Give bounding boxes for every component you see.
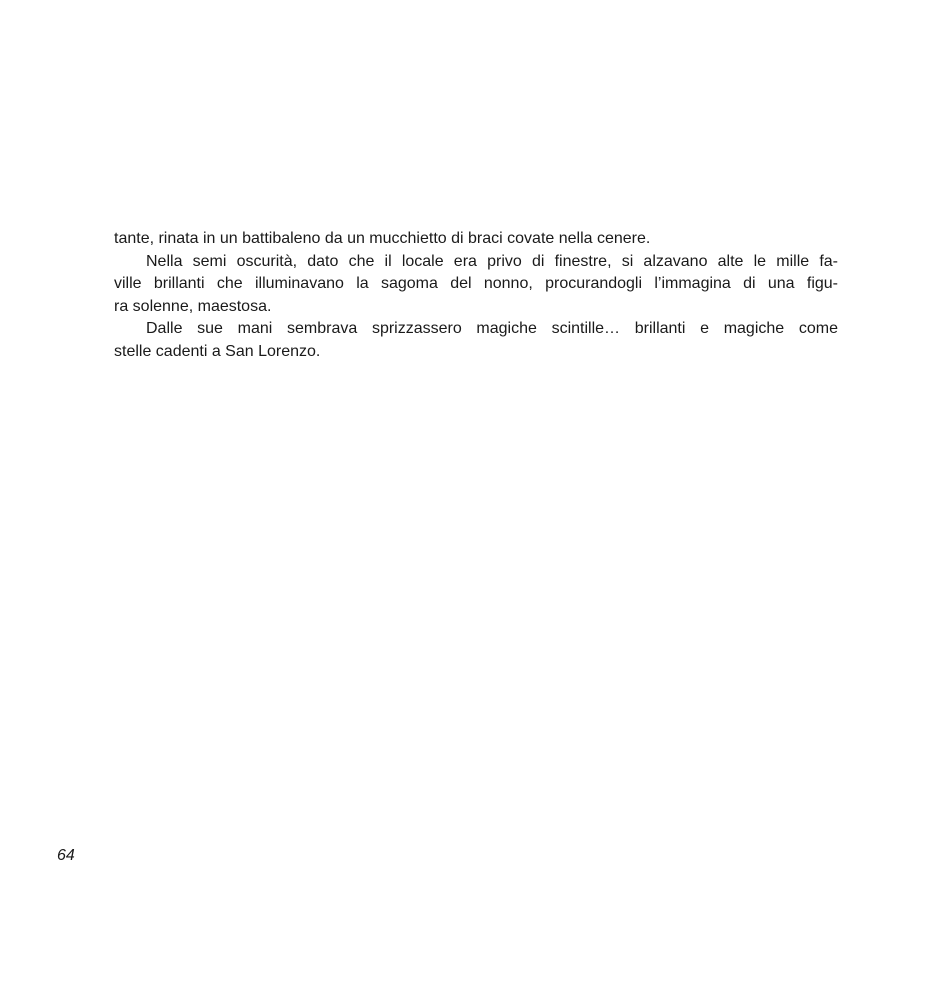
- paragraph-1: [114, 228, 838, 251]
- text-line: ra solenne, maestosa.: [114, 297, 272, 315]
- page-body-text: [114, 228, 838, 363]
- paragraph-2: [114, 251, 838, 319]
- text-line: tante, rinata in un battibaleno da un mucchietto di braci covate nella cenere.: [114, 230, 651, 247]
- page-number: 64: [57, 847, 75, 864]
- text-line: Dalle sue mani sembrava sprizzassero magiche scintille… brillanti e magiche come: [146, 320, 838, 337]
- paragraph-3: [114, 318, 838, 363]
- text-line: ville brillanti che illuminavano la sagoma del nonno, procurandogli l’immagina di una figu-: [114, 275, 838, 292]
- text-line: stelle cadenti a San Lorenzo.: [114, 342, 321, 360]
- text-line: Nella semi oscurità, dato che il locale era privo di finestre, si alzavano alte le mille fa-: [146, 252, 838, 270]
